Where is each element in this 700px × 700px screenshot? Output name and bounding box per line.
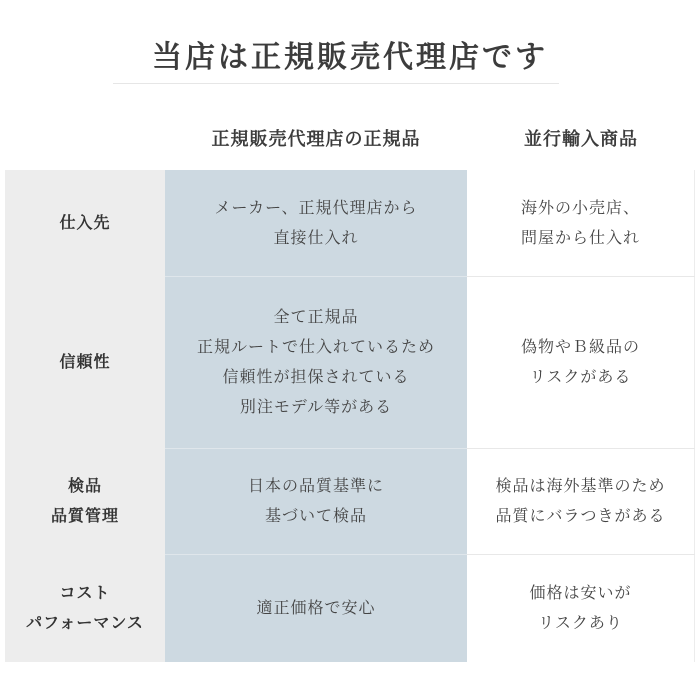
- table-row-reliability: [5, 276, 695, 448]
- row-divider: [467, 448, 695, 449]
- row-label: [5, 554, 165, 662]
- table-row-supplier: [5, 170, 695, 276]
- parallel-cell-line: 価格は安いが: [529, 583, 632, 602]
- parallel-cell-line: 偽物やＢ級品の: [520, 337, 640, 356]
- row-label-line: 信頼性: [59, 352, 111, 371]
- parallel-cell-line: 品質にバラつきがある: [495, 506, 666, 525]
- row-label-line: パフォーマンス: [26, 613, 144, 632]
- row-divider: [165, 448, 467, 449]
- parallel-cell: [467, 448, 695, 554]
- official-cell-line: 適正価格で安心: [256, 598, 376, 617]
- row-label-line: 品質管理: [50, 506, 119, 525]
- row-label: [5, 170, 165, 276]
- parallel-cell: [467, 170, 695, 276]
- official-cell: [165, 170, 467, 276]
- parallel-cell: [467, 276, 695, 448]
- row-label-line: 検品: [67, 476, 102, 495]
- page-title: 当店は正規販売代理店です: [152, 40, 548, 75]
- row-divider: [165, 554, 467, 555]
- official-cell-line: メーカー、正規代理店から: [214, 198, 418, 217]
- parallel-cell-line: 海外の小売店、: [520, 198, 640, 217]
- official-cell-line: 直接仕入れ: [273, 228, 359, 247]
- parallel-cell-line: 問屋から仕入れ: [520, 228, 640, 247]
- parallel-cell-line: リスクがある: [529, 367, 632, 386]
- official-cell: [165, 448, 467, 554]
- row-label: [5, 448, 165, 554]
- row-label-line: 仕入先: [59, 213, 111, 232]
- official-cell-line: 日本の品質基準に: [247, 476, 384, 495]
- column-header-official: 正規販売代理店の正規品: [211, 129, 421, 150]
- table-row-inspection: [5, 448, 695, 554]
- official-cell-line: 別注モデル等がある: [239, 397, 393, 416]
- parallel-cell: [467, 554, 695, 662]
- row-divider: [467, 276, 695, 277]
- comparison-table: [5, 170, 695, 662]
- row-label-line: コスト: [59, 583, 111, 602]
- row-divider: [467, 554, 695, 555]
- table-row-cost-performance: [5, 554, 695, 662]
- row-label: [5, 276, 165, 448]
- official-cell-line: 全て正規品: [273, 307, 359, 326]
- row-divider: [165, 276, 467, 277]
- official-cell-line: 正規ルートで仕入れているため: [196, 337, 435, 356]
- official-cell: [165, 276, 467, 448]
- column-header-parallel: 並行輸入商品: [524, 129, 638, 150]
- official-cell-line: 基づいて検品: [264, 506, 367, 525]
- official-cell: [165, 554, 467, 662]
- parallel-cell-line: 検品は海外基準のため: [495, 476, 666, 495]
- title-divider: [113, 83, 559, 84]
- parallel-cell-line: リスクあり: [538, 613, 623, 632]
- official-cell-line: 信頼性が担保されている: [222, 367, 410, 386]
